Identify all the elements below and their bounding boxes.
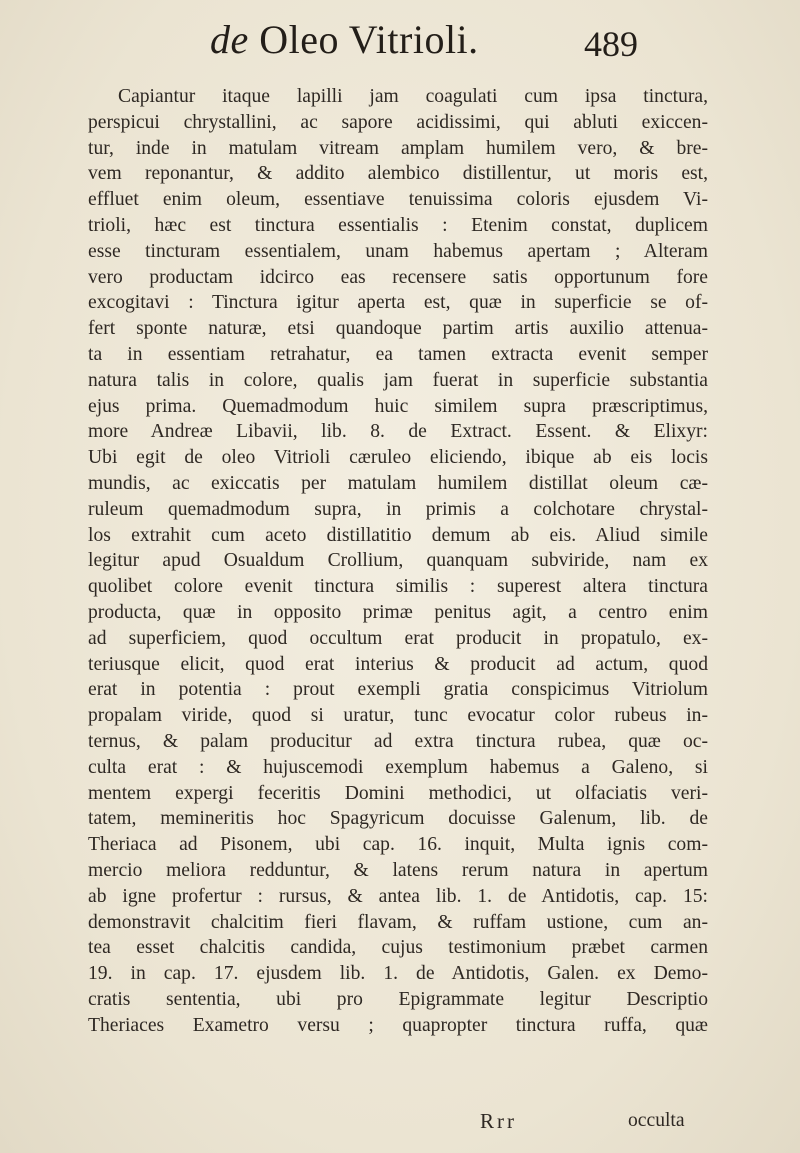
text-line: Theriaces Exametro versu ; quapropter tinctura ruffa, quæ [88, 1014, 708, 1036]
text-line: Ubi egit de oleo Vitrioli cæruleo eliciendo, ibique ab eis locis [88, 447, 708, 469]
text-line: tea esset chalcitis candida, cujus testimonium præbet carmen [88, 937, 708, 959]
text-line: Capiantur itaque lapilli jam coagulati cum ipsa tinctura, [118, 86, 708, 107]
text-line: esse tincturam essentialem, unam habemus apertam ; Alteram [88, 240, 708, 262]
text-line: tatem, memineritis hoc Spagyricum docuisse Galenum, lib. de [88, 808, 708, 830]
text-line: perspicui chrystallini, ac sapore acidissimi, qui abluti exiccen- [88, 111, 708, 133]
text-line: mercio meliora redduntur, & latens rerum natura in apertum [88, 859, 708, 881]
text-line: effluet enim oleum, essentiave tenuissima coloris ejusdem Vi- [88, 189, 708, 211]
text-line: ejus prima. Quemadmodum huic similem supra præscriptimus, [88, 395, 708, 417]
text-line: teriusque elicit, quod erat interius & producit ad actum, quod [88, 653, 708, 675]
text-line: vero productam idcirco eas recensere satis opportunum fore [88, 266, 708, 288]
text-line: trioli, hæc est tinctura essentialis : Etenim constat, duplicem [88, 214, 708, 236]
text-line: tur, inde in matulam vitream amplam humilem vero, & bre- [88, 137, 708, 159]
text-line: ad superficiem, quod occultum erat producit in propatulo, ex- [88, 627, 708, 649]
text-line: natura talis in colore, qualis jam fuerat in superficie substantia [88, 369, 708, 391]
text-line: fert sponte naturæ, etsi quandoque partim artis auxilio attenua- [88, 318, 708, 340]
signature-mark: Rrr [480, 1109, 517, 1133]
text-line: cratis sententia, ubi pro Epigrammate legitur Descriptio [88, 988, 708, 1010]
text-line: quolibet colore evenit tinctura similis : superest altera tinctura [88, 576, 708, 598]
body-text [88, 84, 708, 1038]
text-line: Theriaca ad Pisonem, ubi cap. 16. inquit, Multa ignis com- [88, 834, 708, 856]
title-prefix: de [210, 17, 260, 62]
text-line: producta, quæ in opposito primæ penitus agit, a centro enim [88, 601, 708, 623]
page-number: 489 [584, 24, 638, 64]
text-line: mentem expergi feceritis Domini methodici, ut olfaciatis veri- [88, 782, 708, 804]
text-line: vem reponantur, & addito alembico distillentur, ut moris est, [88, 163, 708, 185]
text-line: excogitavi : Tinctura igitur aperta est, quæ in superficie se of- [88, 292, 708, 314]
text-line: ta in essentiam retrahatur, ea tamen extracta evenit semper [88, 343, 708, 365]
text-line: mundis, ac exiccatis per matulam humilem distillat oleum cæ- [88, 472, 708, 494]
text-line: culta erat : & hujuscemodi exemplum habemus a Galeno, si [88, 756, 708, 778]
text-line: propalam viride, quod si uratur, tunc evocatur color rubeus in- [88, 705, 708, 727]
title-main: Oleo Vitrioli. [259, 17, 479, 62]
catchword: occulta [628, 1110, 685, 1131]
text-line: ab igne profertur : rursus, & antea lib. 1. de Antidotis, cap. 15: [88, 885, 708, 907]
text-line: ternus, & palam producitur ad extra tinctura rubea, quæ oc- [88, 730, 708, 752]
text-line: legitur apud Osualdum Crollium, quanquam subviride, nam ex [88, 550, 708, 572]
text-line: 19. in cap. 17. ejusdem lib. 1. de Antidotis, Galen. ex Demo- [88, 963, 708, 985]
running-head [0, 10, 800, 70]
page-title [210, 16, 479, 64]
text-line: more Andreæ Libavii, lib. 8. de Extract. Essent. & Elixyr: [88, 421, 708, 443]
text-line: los extrahit cum aceto distillatitio demum ab eis. Aliud simile [88, 524, 708, 546]
text-line: ruleum quemadmodum supra, in primis a colchotare chrystal- [88, 498, 708, 520]
text-line: erat in potentia : prout exempli gratia conspicimus Vitriolum [88, 679, 708, 701]
text-line: demonstravit chalcitim fieri flavam, & ruffam ustione, cum an- [88, 911, 708, 933]
